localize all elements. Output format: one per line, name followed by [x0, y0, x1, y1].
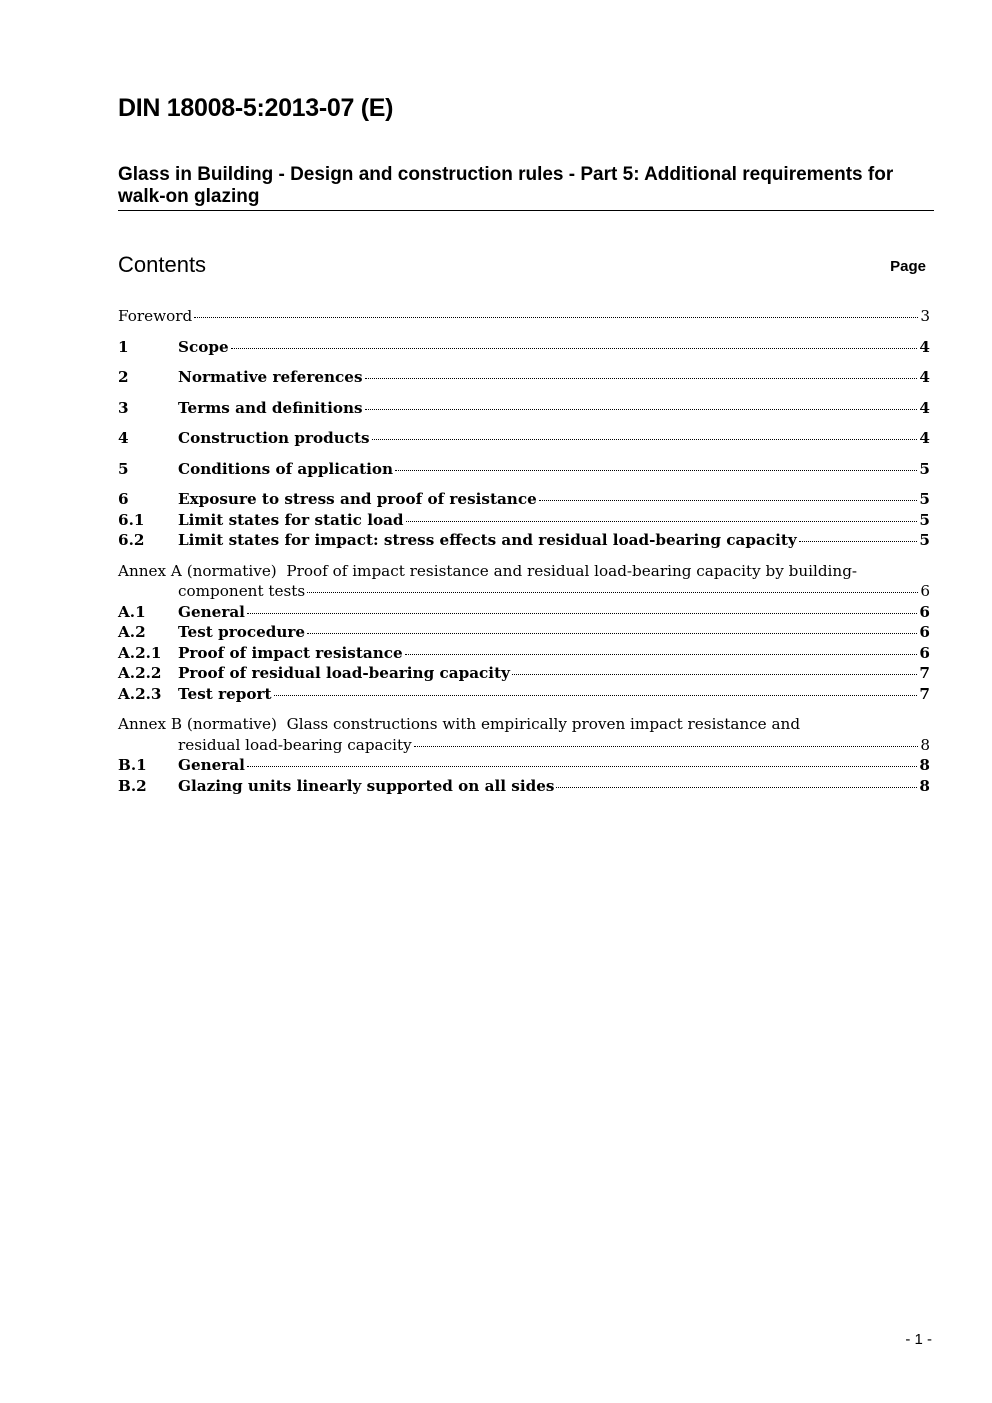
toc-number: A.2.3 — [118, 684, 162, 703]
toc-label: General — [178, 602, 245, 621]
toc-number: A.2.1 — [118, 643, 162, 662]
toc-label: Scope — [178, 337, 229, 356]
toc-page: 7 — [919, 684, 930, 703]
toc-annex-line — [118, 561, 930, 582]
toc-leader-dots — [512, 674, 918, 675]
toc-leader-dots — [247, 766, 917, 767]
toc-number: B.1 — [118, 756, 147, 774]
toc-label: Proof of impact resistance — [178, 643, 403, 662]
toc-leader-dots — [231, 348, 918, 349]
toc-label: Limit states for static load — [178, 510, 404, 529]
toc-number: 6.1 — [118, 510, 145, 529]
toc-page: 4 — [919, 337, 930, 356]
toc-entry-normative-references[interactable] — [118, 367, 930, 388]
toc-leader-dots — [365, 409, 918, 410]
toc-number: A.1 — [118, 602, 146, 621]
toc-leader-dots — [406, 521, 918, 522]
toc-annex-title: Proof of impact resistance and residual load-bearing capacity by building- — [286, 561, 858, 580]
toc-leader-dots — [372, 439, 918, 440]
toc-page: 4 — [919, 429, 930, 447]
toc-leader-dots — [194, 317, 918, 318]
toc-annex-continuation — [118, 581, 930, 602]
toc-number: B.2 — [118, 776, 147, 795]
table-of-contents — [118, 306, 930, 796]
document-id: DIN 18008-5:2013-07 (E) — [118, 94, 394, 122]
toc-page: 5 — [919, 459, 930, 478]
page-column-label: Page — [890, 258, 926, 275]
toc-label: Glazing units linearly supported on all sides — [178, 776, 555, 795]
toc-page: 6 — [919, 602, 930, 621]
toc-number: A.2.2 — [118, 664, 162, 682]
toc-leader-dots — [799, 541, 918, 542]
document-title: Glass in Building - Design and construction rules - Part 5: Additional requirements for walk-on glazing — [118, 164, 894, 207]
toc-leader-dots — [307, 592, 918, 593]
toc-annex-label: Annex B (normative) — [118, 715, 277, 733]
toc-entry-b2-glazing-units[interactable] — [118, 776, 930, 797]
page-number: - 1 - — [905, 1331, 932, 1348]
toc-number: 5 — [118, 459, 129, 478]
toc-number: 6.2 — [118, 531, 145, 549]
toc-entry-conditions-of-application[interactable] — [118, 459, 930, 480]
toc-label: Proof of residual load-bearing capacity — [178, 664, 510, 682]
toc-number: A.2 — [118, 623, 146, 641]
toc-page: 7 — [919, 664, 930, 682]
toc-annex-line — [118, 714, 930, 735]
toc-entry-impact[interactable] — [118, 530, 930, 551]
toc-number: 6 — [118, 490, 129, 508]
toc-entry-a22-residual-capacity[interactable] — [118, 663, 930, 684]
toc-label: Test procedure — [178, 623, 306, 641]
toc-entry-a21-impact-resistance[interactable] — [118, 643, 930, 664]
toc-page: 4 — [919, 368, 930, 386]
toc-page: 8 — [920, 735, 930, 754]
toc-page: 6 — [919, 623, 930, 641]
toc-leader-dots — [405, 654, 918, 655]
toc-leader-dots — [307, 633, 917, 634]
toc-page: 5 — [919, 490, 930, 508]
toc-entry-b1-general[interactable] — [118, 755, 930, 776]
toc-entry-exposure-to-stress[interactable] — [118, 489, 930, 510]
title-divider — [118, 210, 934, 211]
toc-label: residual load-bearing capacity — [178, 735, 412, 754]
toc-page: 3 — [920, 307, 930, 325]
toc-entry-annex-a[interactable] — [118, 561, 930, 602]
toc-number: 1 — [118, 337, 129, 356]
toc-page: 6 — [920, 582, 930, 600]
toc-leader-dots — [556, 787, 917, 788]
toc-label: Foreword — [118, 307, 193, 325]
toc-number: 4 — [118, 429, 129, 447]
toc-leader-dots — [414, 746, 918, 747]
toc-label: Exposure to stress and proof of resistance — [178, 490, 537, 508]
toc-entry-a23-test-report[interactable] — [118, 684, 930, 705]
toc-entry-a1-general[interactable] — [118, 602, 930, 623]
toc-leader-dots — [539, 500, 918, 501]
toc-page: 5 — [919, 531, 930, 549]
toc-entry-foreword[interactable] — [118, 306, 930, 327]
toc-leader-dots — [365, 378, 918, 379]
toc-page: 8 — [919, 776, 930, 795]
toc-entry-construction-products[interactable] — [118, 428, 930, 449]
toc-entry-a2-test-procedure[interactable] — [118, 622, 930, 643]
toc-label: Normative references — [178, 368, 363, 386]
toc-number: 3 — [118, 398, 129, 417]
toc-label: Conditions of application — [178, 459, 394, 478]
toc-page: 5 — [919, 510, 930, 529]
toc-page: 6 — [919, 643, 930, 662]
toc-entry-terms-definitions[interactable] — [118, 398, 930, 419]
toc-entry-scope[interactable] — [118, 337, 930, 358]
toc-label: Limit states for impact: stress effects and residual load-bearing capacity — [178, 531, 797, 549]
toc-leader-dots — [274, 695, 918, 696]
toc-annex-continuation — [118, 735, 930, 756]
toc-label: Terms and definitions — [178, 398, 363, 417]
toc-label: Test report — [178, 684, 272, 703]
toc-leader-dots — [247, 613, 917, 614]
toc-page: 8 — [919, 756, 930, 774]
toc-label: Construction products — [178, 429, 370, 447]
toc-annex-title: Glass constructions with empirically proven impact resistance and — [286, 715, 801, 733]
toc-annex-label: Annex A (normative) — [118, 561, 277, 580]
toc-page: 4 — [919, 398, 930, 417]
toc-entry-annex-b[interactable] — [118, 714, 930, 755]
contents-heading: Contents — [118, 252, 207, 277]
toc-label: component tests — [178, 582, 306, 600]
toc-leader-dots — [395, 470, 917, 471]
toc-number: 2 — [118, 368, 129, 386]
toc-label: General — [178, 756, 245, 774]
toc-entry-static-load[interactable] — [118, 510, 930, 531]
